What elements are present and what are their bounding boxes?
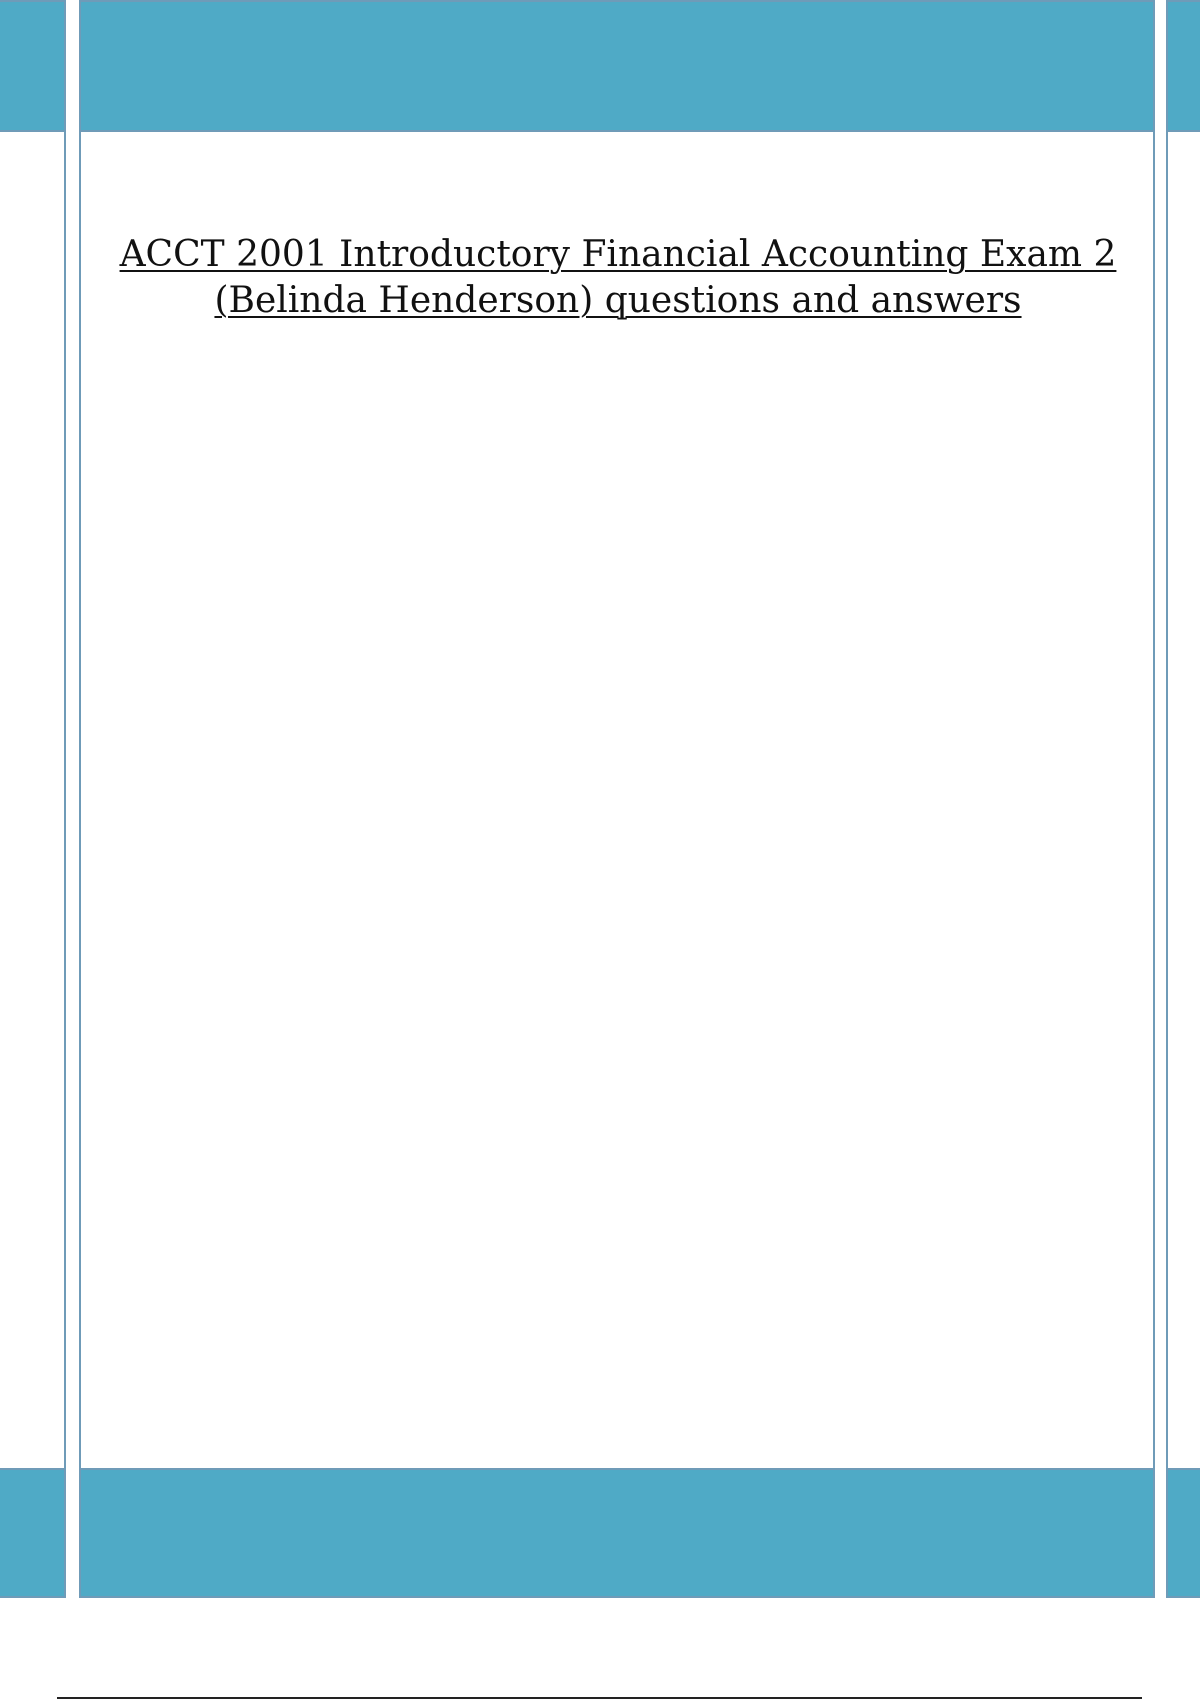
footer-divider <box>57 1697 1142 1699</box>
left-bottom-band <box>0 1468 64 1596</box>
right-page-edge <box>1166 0 1200 1598</box>
left-page-edge <box>0 0 66 1598</box>
right-top-band <box>1168 2 1200 132</box>
right-bottom-band <box>1168 1468 1200 1596</box>
document-title: ACCT 2001 Introductory Financial Accounting Exam 2 (Belinda Henderson) questions and answers <box>119 234 1117 321</box>
footer-band <box>81 1468 1153 1596</box>
left-top-band <box>0 2 64 132</box>
header-band <box>81 2 1153 132</box>
